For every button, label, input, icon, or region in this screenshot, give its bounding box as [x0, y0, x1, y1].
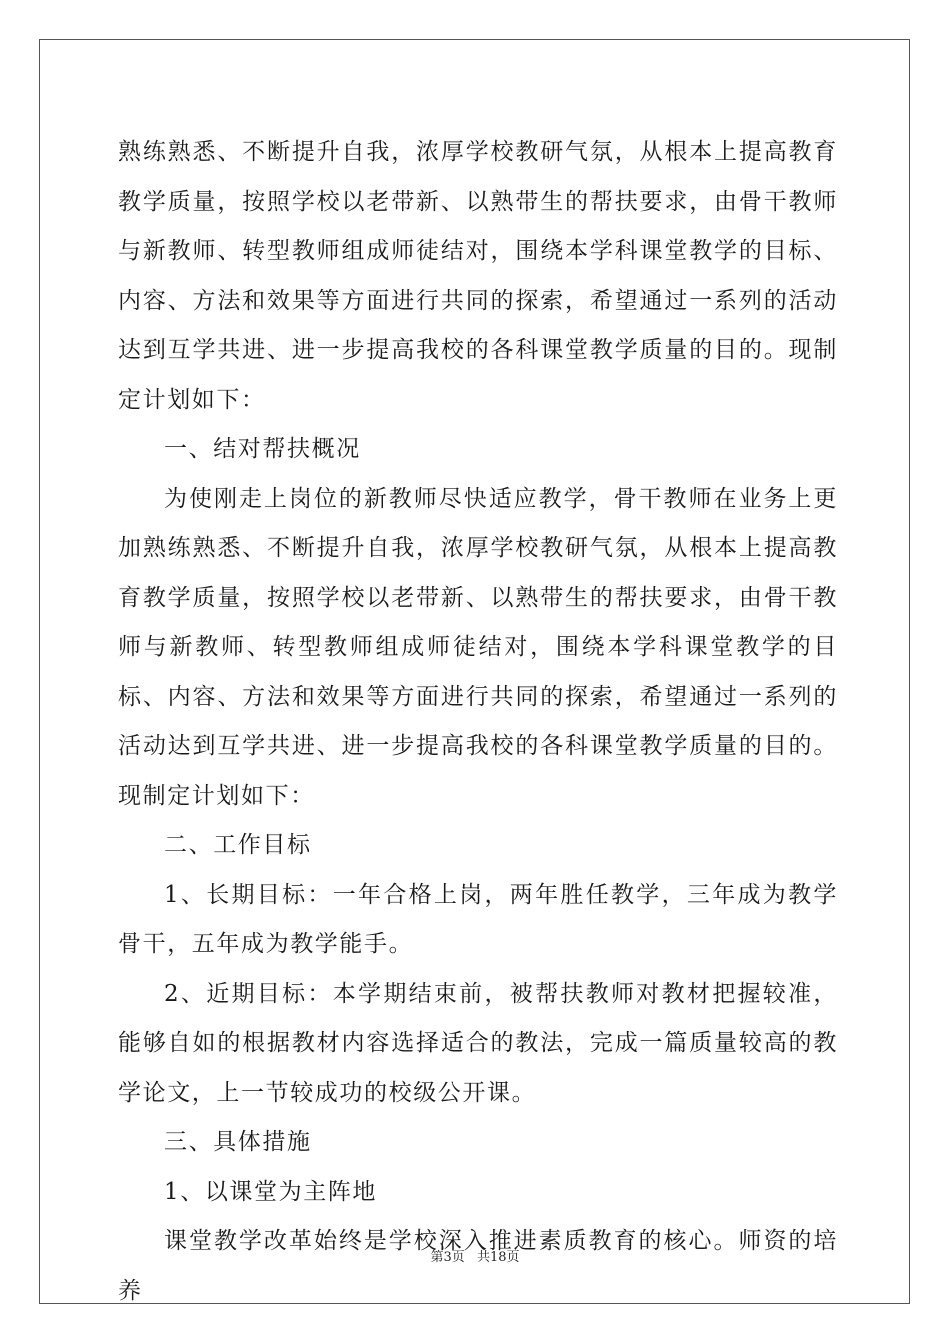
page-number: 第3页 [430, 1250, 465, 1265]
section-heading: 三、具体措施 [164, 1129, 312, 1155]
page-total: 共18页 [476, 1250, 520, 1265]
paragraph: 课堂教学改革始终是学校深入推进素质教育的核心。师资的培养 [118, 1228, 838, 1304]
paragraph: 1、长期目标：一年合格上岗，两年胜任教学，三年成为教学骨干，五年成为教学能手。 [118, 881, 838, 957]
paragraph: 熟练熟悉、不断提升自我，浓厚学校教研气氛，从根本上提高教育教学质量，按照学校以老带新、以熟带生的帮扶要求，由骨干教师与新教师、转型教师组成师徒结对，围绕本学科课堂教学的目标、内容、方法和效果等方面进行共同的探索，希望通过一系列的活动达到互学共进、进一步提高我校的各科课堂教学质量的目的。现制定计划如下： [118, 139, 838, 413]
subsection-heading: 1、以课堂为主阵地 [164, 1178, 378, 1205]
page-footer [0, 1246, 950, 1265]
paragraph: 2、近期目标：本学期结束前，被帮扶教师对教材把握较准，能够自如的根据教材内容选择适合的教法，完成一篇质量较高的教学论文，上一节较成功的校级公开课。 [118, 980, 838, 1106]
section-heading: 一、结对帮扶概况 [164, 436, 361, 462]
document-body [118, 128, 838, 1316]
paragraph: 为使刚走上岗位的新教师尽快适应教学，骨干教师在业务上更加熟练熟悉、不断提升自我，浓厚学校教研气氛，从根本上提高教育教学质量，按照学校以老带新、以熟带生的帮扶要求，由骨干教师与新教师、转型教师组成师徒结对，围绕本学科课堂教学的目标、内容、方法和效果等方面进行共同的探索，希望通过一系列的活动达到互学共进、进一步提高我校的各科课堂教学质量的目的。现制定计划如下： [118, 485, 838, 809]
section-heading: 二、工作目标 [164, 832, 312, 858]
